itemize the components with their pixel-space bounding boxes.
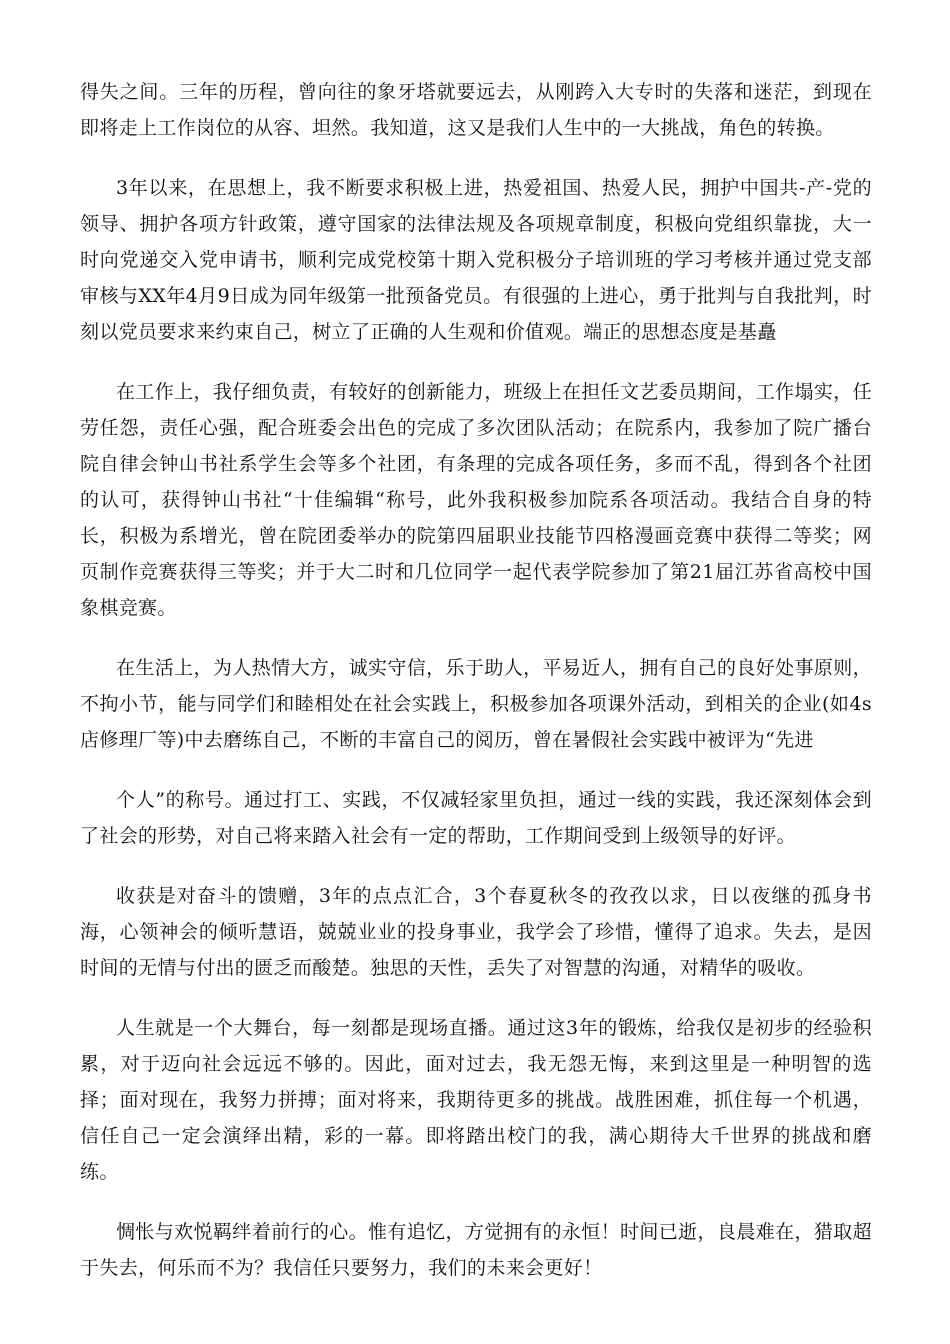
document-body <box>80 74 872 1310</box>
paragraph-life-continued: 个人”的称号。通过打工、实践，不仅减轻家里负担，通过一线的实践，我还深刻体会到了社会的形势，对自己将来踏入社会有一定的帮助，工作期间受到上级领导的好评。 <box>80 789 872 847</box>
paragraph-closing: 惆怅与欢悦羁绊着前行的心。惟有追忆，方觉拥有的永恒！时间已逝，良晨难在，猎取超于失去，何乐而不为？我信任只要努力，我们的未来会更好！ <box>80 1221 872 1279</box>
paragraph-life-stage: 人生就是一个大舞台，每一刻都是现场直播。通过这3年的锻炼，给我仅是初步的经验积累，对于迈向社会远远不够的。因此，面对过去，我无怨无悔，来到这里是一种明智的选择；面对现在，我努力拼搏；面对将来，我期待更多的挑战。战胜困难，抓住每一个机遇，信任自己一定会演绎出精，彩的一幕。即将踏出校门的我，满心期待大千世界的挑战和磨练。 <box>80 1017 872 1183</box>
paragraph-ideology: 3年以来，在思想上，我不断要求积极上进，热爱祖国、热爱人民，拥护中国共-产-党的领导、拥护各项方针政策，遵守国家的法律法规及各项规章制度，积极向党组织靠拢，大一时向党递交入党申请书，顺利完成党校第十期入党积极分子培训班的学习考核并通过党支部审核与XX年4月9日成为同年级第一批预备党员。有很强的上进心，勇于批判与自我批判，时刻以党员要求来约束自己，树立了正确的人生观和价值观。端正的思想态度是基矗 <box>80 177 872 343</box>
paragraph-life: 在生活上，为人热情大方，诚实守信，乐于助人，平易近人，拥有自己的良好处事原则，不拘小节，能与同学们和睦相处在社会实践上，积极参加各项课外活动，到相关的企业(如4s店修理厂等)中去磨练自己，不断的丰富自己的阅历，曾在暑假社会实践中被评为“先进 <box>80 657 872 751</box>
paragraph-work: 在工作上，我仔细负责，有较好的创新能力，班级上在担任文艺委员期间，工作塌实，任劳任怨，责任心强，配合班委会出色的完成了多次团队活动；在院系内，我参加了院广播台院自律会钟山书社系学生会等多个社团，有条理的完成各项任务，多而不乱，得到各个社团的认可，获得钟山书社“十佳编辑“称号，此外我积极参加院系各项活动。我结合自身的特长，积极为系增光，曾在院团委举办的院第四届职业技能节四格漫画竞赛中获得二等奖；网页制作竞赛获得三等奖；并于大二时和几位同学一起代表学院参加了第21届江苏省高校中国象棋竞赛。 <box>80 381 872 619</box>
paragraph-intro: 得失之间。三年的历程，曾向往的象牙塔就要远去，从刚跨入大专时的失落和迷茫，到现在即将走上工作岗位的从容、坦然。我知道，这又是我们人生中的一大挑战，角色的转换。 <box>80 81 872 139</box>
paragraph-harvest: 收获是对奋斗的馈赠，3年的点点汇合，3个春夏秋冬的孜孜以求，日以夜继的孤身书海，心领神会的倾听慧语，兢兢业业的投身事业，我学会了珍惜，懂得了追求。失去，是因时间的无情与付出的匮乏而酸楚。独思的天性，丢失了对智慧的沟通，对精华的吸收。 <box>80 885 872 979</box>
